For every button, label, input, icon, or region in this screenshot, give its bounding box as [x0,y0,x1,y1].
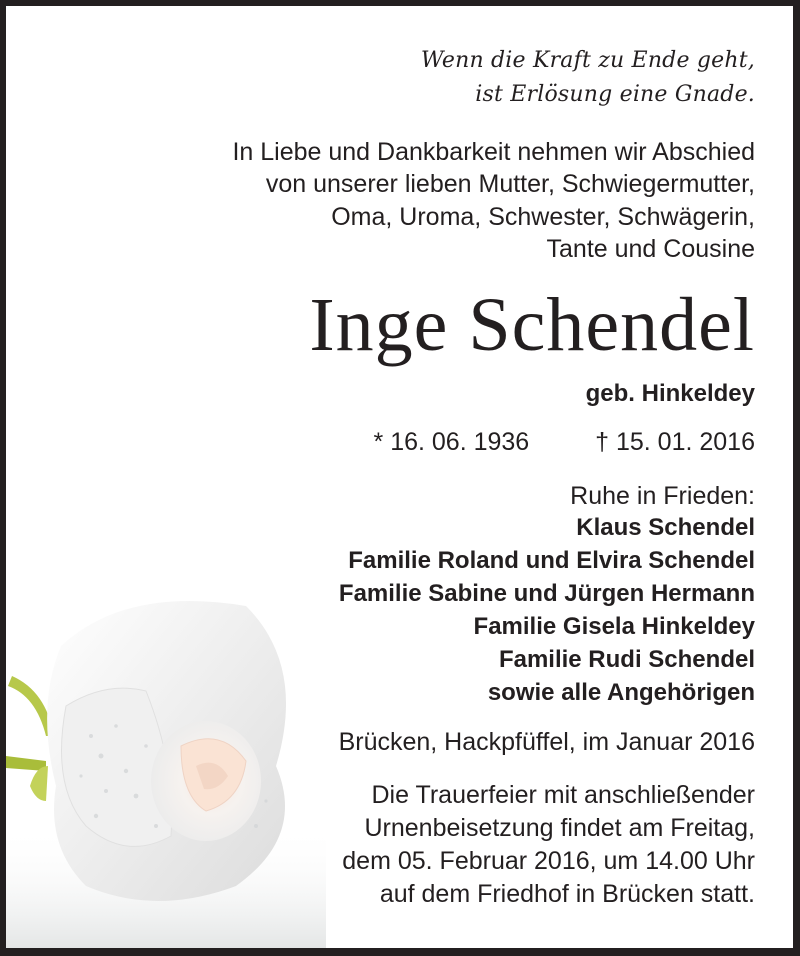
death-date: † 15. 01. 2016 [595,428,755,456]
intro-line-1: In Liebe und Dankbarkeit nehmen wir Abschied [232,138,755,166]
mourner-1: Klaus Schendel [576,514,755,541]
mourner-5: Familie Rudi Schendel [498,646,755,673]
obituary-card [6,6,793,948]
place-date: Brücken, Hackpfüffel, im Januar 2016 [338,728,755,756]
white-rose-image [6,586,326,948]
service-line-2: Urnenbeisetzung findet am Freitag, [364,814,755,842]
birth-date: * 16. 06. 1936 [373,428,530,456]
service-line-1: Die Trauerfeier mit anschließender [371,781,755,809]
mourner-6: sowie alle Angehörigen [487,679,755,706]
service-line-3: dem 05. Februar 2016, um 14.00 Uhr [342,847,755,875]
intro-line-3: Oma, Uroma, Schwester, Schwägerin, [331,203,755,231]
mourner-3: Familie Sabine und Jürgen Hermann [338,580,755,607]
deceased-name: Inge Schendel [309,283,755,367]
motto-line-1: Wenn die Kraft zu Ende geht, [420,48,755,73]
life-dates [374,428,755,457]
intro-line-4: Tante und Cousine [546,235,755,263]
intro-line-2: von unserer lieben Mutter, Schwiegermutter, [265,170,755,198]
motto-line-2: ist Erlösung eine Gnade. [475,82,755,107]
mourner-4: Familie Gisela Hinkeldey [473,613,755,640]
birth-name: geb. Hinkeldey [585,380,755,407]
mourner-2: Familie Roland und Elvira Schendel [348,547,755,574]
mourners-heading: Ruhe in Frieden: [570,482,755,510]
service-line-4: auf dem Friedhof in Brücken statt. [379,880,755,908]
